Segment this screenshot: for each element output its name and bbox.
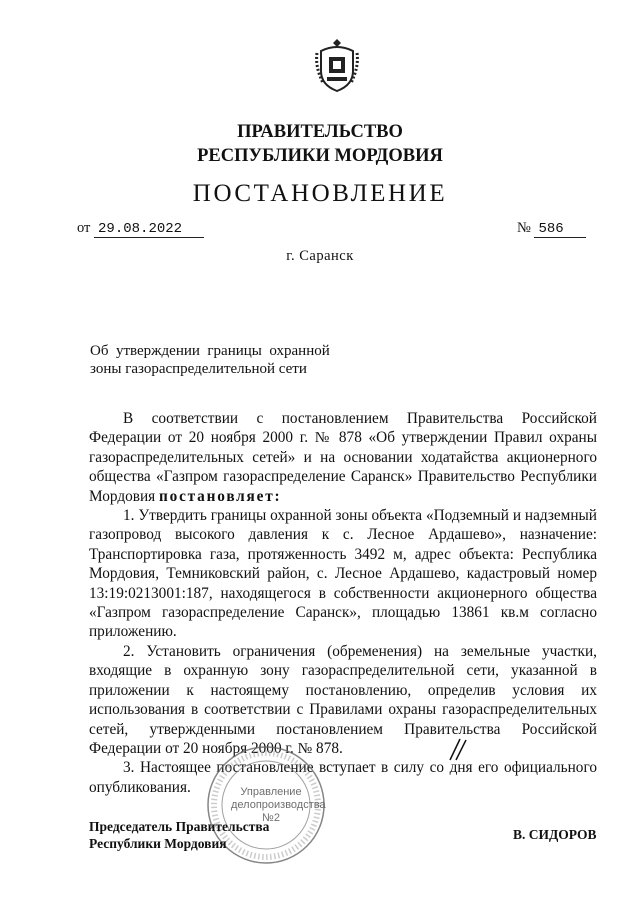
document-type-title: ПОСТАНОВЛЕНИЕ bbox=[192, 180, 448, 207]
document-body bbox=[89, 409, 597, 797]
stamp-line1: Управление bbox=[240, 786, 302, 798]
government-title-line1: ПРАВИТЕЛЬСТВО bbox=[237, 122, 403, 142]
item-2-paragraph: 2. Установить ограничения (обременения) на земельные участки, входящие в охранную зону газораспределительной сети, указанной в приложении к настоящему постановлению, определив условия их использования в соответствии с Правилами охраны газораспределительных сетей, утвержденными постановлением Правительства Российской Федерации от 20 ноября 2000 г. № 878. bbox=[89, 642, 597, 757]
document-subject bbox=[90, 342, 330, 378]
date-line bbox=[77, 220, 204, 238]
item-3-paragraph: 3. Настоящее постановление вступает в силу со дня его официального опубликования. bbox=[89, 759, 597, 796]
signatory-title-line2: Республики Мордовия bbox=[89, 836, 227, 851]
stamp-line2: делопроизводства bbox=[231, 799, 326, 811]
signatory-title bbox=[89, 818, 269, 852]
number-line bbox=[517, 220, 586, 238]
document-date: 29.08.2022 bbox=[94, 222, 204, 238]
signatory-name: В. СИДОРОВ bbox=[513, 827, 597, 842]
government-title bbox=[0, 120, 640, 168]
subject-line1: Об утверждении границы охранной bbox=[90, 343, 330, 359]
document-number: 586 bbox=[534, 222, 585, 238]
item-1-paragraph: 1. Утвердить границы охранной зоны объекта «Подземный и надземный газопровод высокого давления к с. Лесное Ардашево», назначение: Транспортировка газа, протяженность 3492 м, адрес объекта: Республика Мордовия, Темниковский район, с. Лесное Ардашево, кадастровый номер 13:19:0213001:187, находящегося в собственности акционерного общества «Газпром газораспределение Саранск», площадью 13861 кв.м согласно приложению. bbox=[89, 507, 597, 641]
number-prefix: № bbox=[517, 220, 531, 236]
city: г. Саранск bbox=[286, 248, 354, 264]
stamp-line3: №2 bbox=[262, 812, 280, 824]
date-prefix: от bbox=[77, 220, 91, 236]
coat-of-arms-icon bbox=[313, 37, 361, 93]
subject-line2: зоны газораспределительной сети bbox=[90, 361, 307, 377]
signatory-title-line1: Председатель Правительства bbox=[89, 819, 270, 834]
handwritten-signature bbox=[446, 736, 472, 762]
resolves-word: постановляет: bbox=[159, 487, 282, 505]
government-title-line2: РЕСПУБЛИКИ МОРДОВИЯ bbox=[197, 146, 443, 166]
preamble-paragraph bbox=[89, 409, 597, 506]
preamble-text: В соответствии с постановлением Правительства Российской Федерации от 20 ноября 2000 г. № 878 «Об утверждении Правил охраны газораспределительных сетей» и на основании ходатайства акционерного общества «Газпром газораспределение Саранск» Правительство Республики Мордовия bbox=[89, 410, 597, 505]
